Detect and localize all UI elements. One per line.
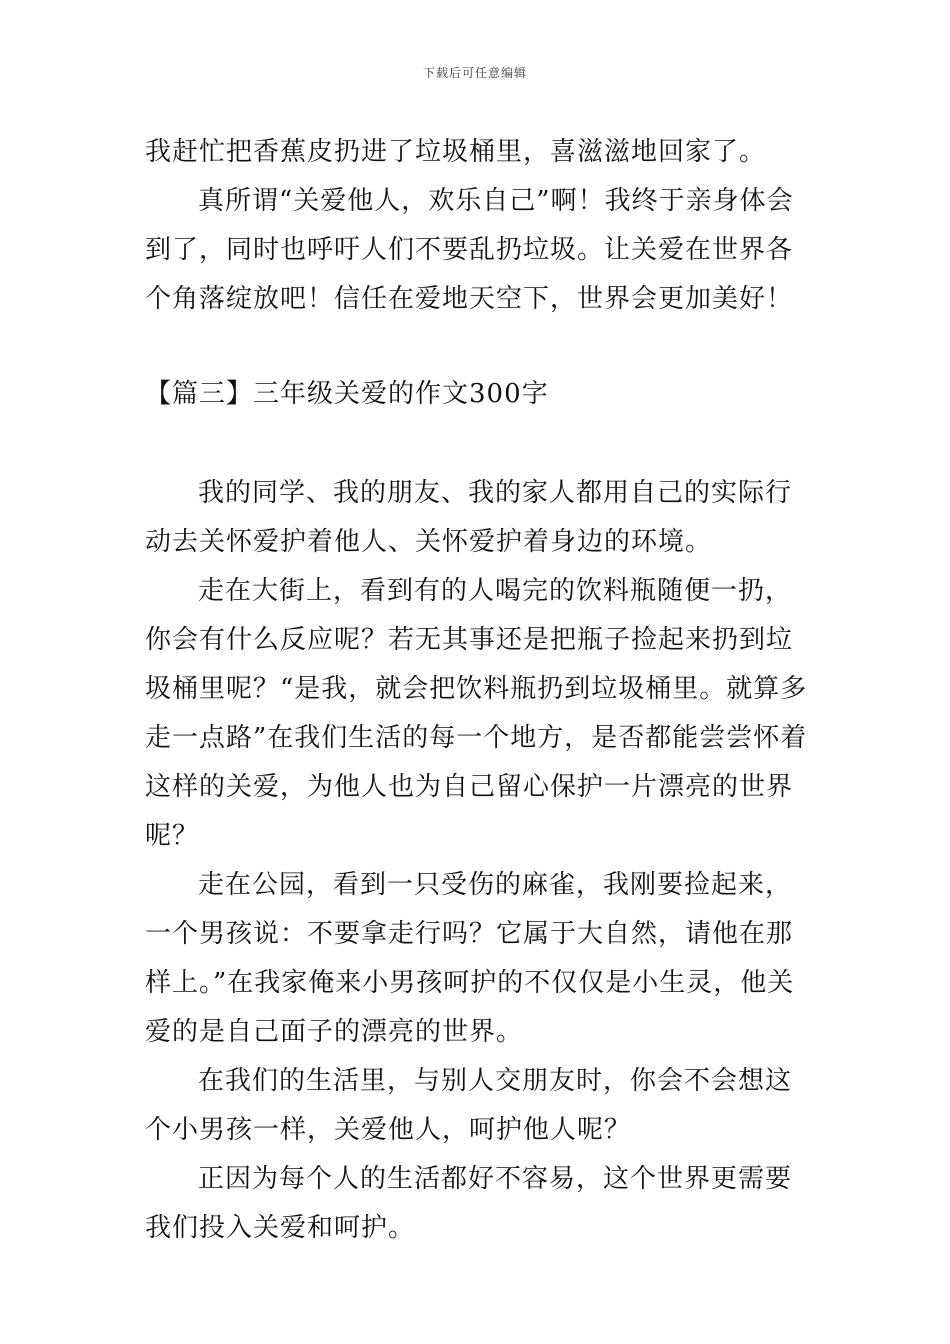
paragraph-park: 走在公园，看到一只受伤的麻雀，我刚要捡起来，一个男孩说：不要拿走行吗？它属于大自然，请他在那样上。”在我家俺来小男孩呵护的不仅仅是小生灵，他关爱的是自己面子的漂亮的世界。 bbox=[145, 870, 795, 1047]
paragraph-ending: 正因为每个人的生活都好不容易，这个世界更需要我们投入关爱和呵护。 bbox=[145, 1164, 793, 1243]
paragraph-friends: 在我们的生活里，与别人交朋友时，你会不会想这个小男孩一样，关爱他人，呵护他人呢？ bbox=[145, 1066, 793, 1145]
page-header: 下载后可任意编辑 bbox=[422, 66, 527, 80]
paragraph-intro: 我的同学、我的朋友、我的家人都用自己的实际行动去关怀爱护着他人、关怀爱护着身边的环境。 bbox=[145, 478, 793, 557]
paragraph-conclusion: 真所谓“关爱他人，欢乐自己”啊！我终于亲身体会到了，同时也呼吁人们不要乱扔垃圾。让关爱在世界各个角落绽放吧！信任在爱地天空下，世界会更加美好！ bbox=[145, 186, 794, 314]
paragraph-street: 走在大街上，看到有的人喝完的饮料瓶随便一扔，你会有什么反应呢？若无其事还是把瓶子捡起来扔到垃圾桶里呢？“是我，就会把饮料瓶扔到垃圾桶里。就算多走一点路”在我们生活的每一个地方，是否都能尝尝怀着这样的关爱，为他人也为自己留心保护一片漂亮的世界呢？ bbox=[145, 576, 808, 851]
document-body bbox=[145, 128, 810, 1253]
paragraph-continuation: 我赶忙把香蕉皮扔进了垃圾桶里，喜滋滋地回家了。 bbox=[145, 137, 767, 167]
section-title: 【篇三】三年级关爱的作文300字 bbox=[145, 379, 549, 409]
